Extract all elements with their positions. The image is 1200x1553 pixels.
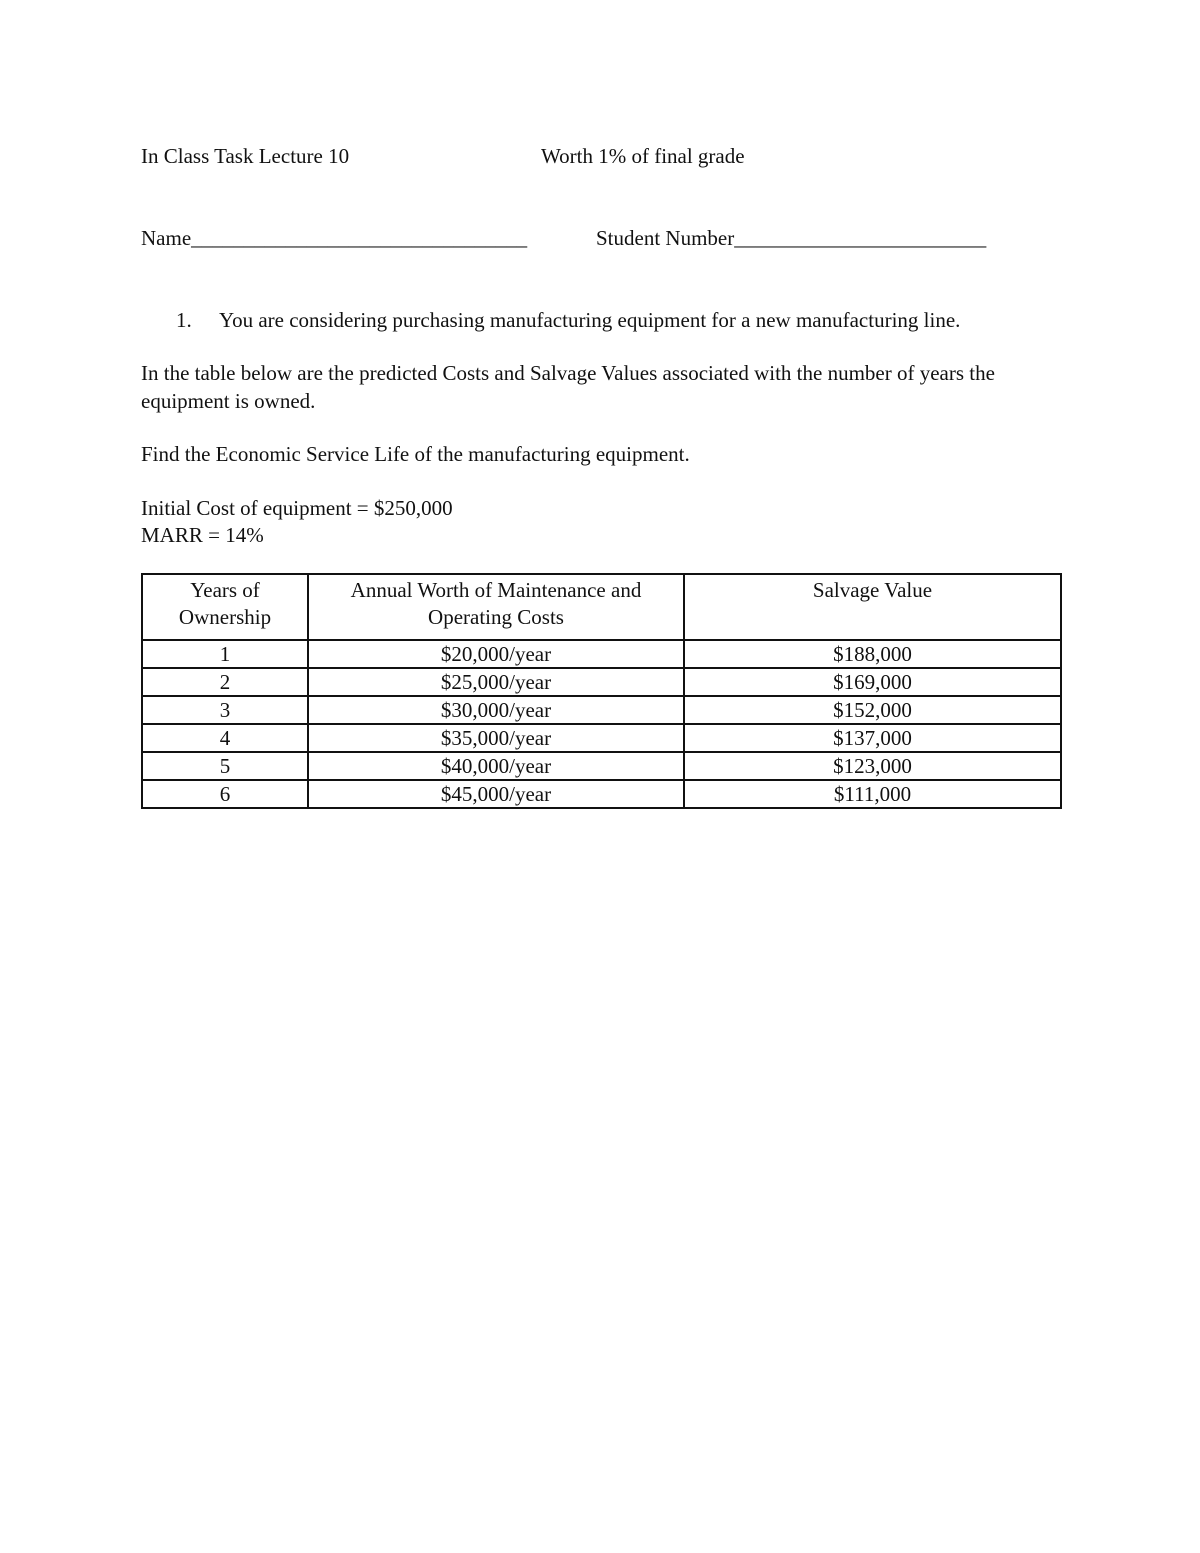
table-row	[142, 696, 1061, 724]
header-salvage-value: Salvage Value	[684, 574, 1061, 640]
cell-cost: $25,000/year	[308, 668, 684, 696]
cell-salvage: $152,000	[684, 696, 1061, 724]
initial-cost: Initial Cost of equipment = $250,000	[141, 496, 453, 520]
table-row	[142, 780, 1061, 808]
table-row	[142, 640, 1061, 668]
cell-year: 6	[142, 780, 308, 808]
cell-year: 2	[142, 668, 308, 696]
table-row	[142, 752, 1061, 780]
document-title: In Class Task Lecture 10	[141, 144, 350, 168]
paragraph-table-intro: In the table below are the predicted Costs and Salvage Values associated with the number of years the equipment is owned.	[141, 361, 995, 413]
cell-salvage: $188,000	[684, 640, 1061, 668]
cell-year: 1	[142, 640, 308, 668]
cell-salvage: $123,000	[684, 752, 1061, 780]
cell-salvage: $137,000	[684, 724, 1061, 752]
cell-cost: $45,000/year	[308, 780, 684, 808]
cell-year: 4	[142, 724, 308, 752]
cell-cost: $30,000/year	[308, 696, 684, 724]
header-years-line1: Years of	[190, 578, 260, 602]
header-years-of-ownership	[142, 574, 308, 640]
grade-weight: Worth 1% of final grade	[541, 144, 745, 168]
cell-year: 5	[142, 752, 308, 780]
cell-cost: $20,000/year	[308, 640, 684, 668]
question-text: You are considering purchasing manufacturing equipment for a new manufacturing line.	[219, 308, 961, 332]
cell-cost: $35,000/year	[308, 724, 684, 752]
table-header-row	[142, 574, 1061, 640]
header-years-line2: Ownership	[178, 605, 272, 629]
name-field: Name________________________________	[141, 226, 528, 250]
cell-year: 3	[142, 696, 308, 724]
cell-cost: $40,000/year	[308, 752, 684, 780]
header-annual-costs	[308, 574, 684, 640]
cell-salvage: $111,000	[684, 780, 1061, 808]
question-number: 1.	[176, 308, 192, 332]
cost-salvage-table	[141, 573, 1062, 809]
student-number-field: Student Number________________________	[596, 226, 987, 250]
header-costs-line2: Operating Costs	[428, 605, 564, 629]
header-costs-line1: Annual Worth of Maintenance and	[350, 578, 642, 602]
paragraph-task: Find the Economic Service Life of the manufacturing equipment.	[141, 442, 690, 466]
cell-salvage: $169,000	[684, 668, 1061, 696]
marr: MARR = 14%	[141, 523, 264, 547]
table-row	[142, 668, 1061, 696]
table-row	[142, 724, 1061, 752]
